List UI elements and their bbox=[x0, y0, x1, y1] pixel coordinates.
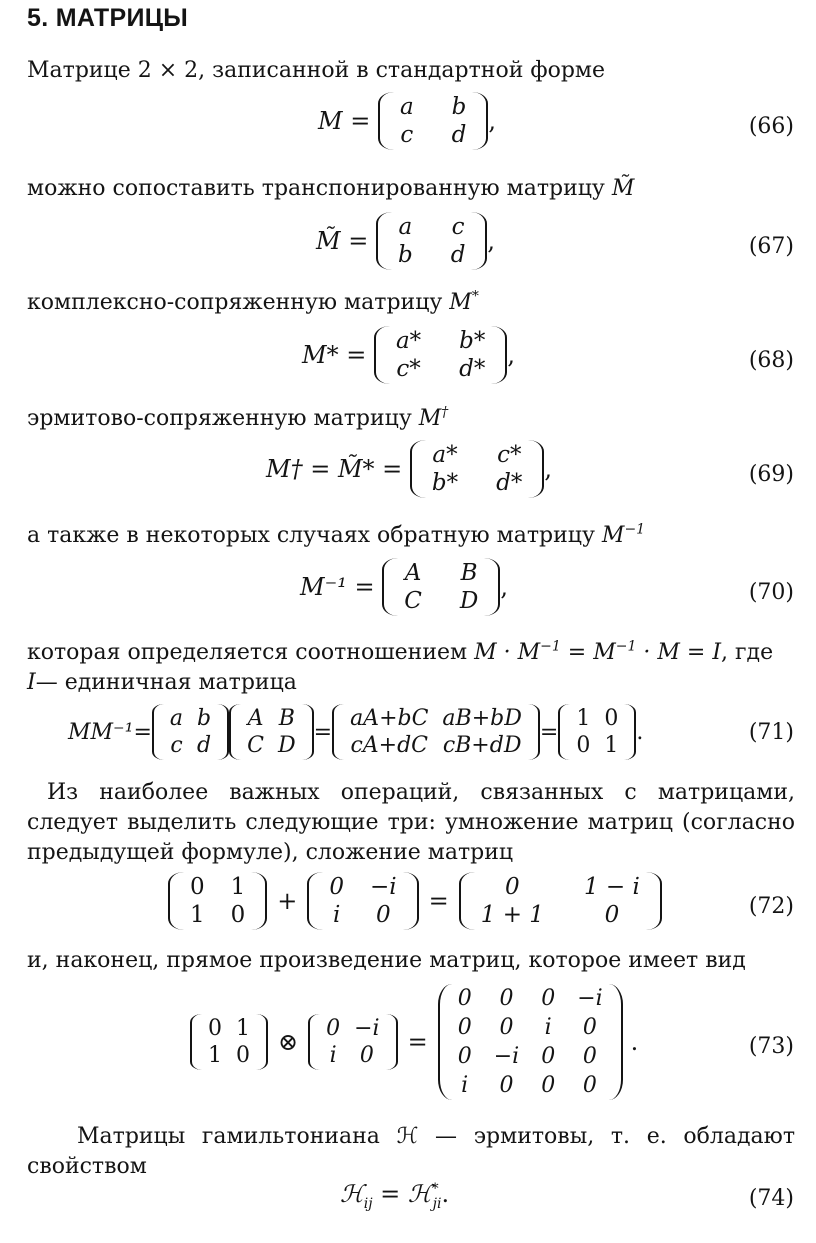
eq69-lhs: M† = M̃* = bbox=[266, 455, 403, 483]
eq68-tail: , bbox=[507, 341, 516, 369]
equation-number-66: (66) bbox=[748, 114, 794, 139]
cell: 1 + 1 bbox=[480, 902, 544, 928]
equation-number-71: (71) bbox=[748, 720, 794, 745]
eq66-tail: , bbox=[488, 107, 497, 135]
eq70-matrix bbox=[382, 558, 500, 616]
equation-68 bbox=[302, 326, 515, 384]
cell: c bbox=[451, 214, 465, 240]
paragraph-4-text: эрмитово-сопряженную матрицу bbox=[27, 406, 412, 431]
cell: d bbox=[451, 122, 467, 148]
cell: c* bbox=[396, 356, 421, 382]
cell: B bbox=[278, 706, 295, 731]
eq70-tail: , bbox=[500, 573, 508, 601]
eq71-lhs: MM⁻¹= bbox=[68, 719, 152, 745]
equation-70 bbox=[300, 558, 508, 616]
eq66-matrix bbox=[378, 92, 488, 150]
cell: 1 bbox=[236, 1016, 250, 1041]
eq68-lhs: M* = bbox=[302, 341, 367, 369]
cell: d bbox=[197, 733, 212, 758]
cell: i bbox=[544, 1015, 552, 1040]
cell: 0 bbox=[376, 902, 391, 928]
paragraph-5-text: а также в некоторых случаях обратную матрицу bbox=[27, 523, 595, 548]
cell: 1 bbox=[604, 733, 619, 758]
paragraph-3-text: комплексно-сопряженную матрицу bbox=[27, 290, 443, 315]
eq72-matrix-1 bbox=[168, 872, 267, 930]
eq73-matrix-3 bbox=[438, 984, 623, 1100]
eq69-tail: , bbox=[544, 455, 553, 483]
eq71-matrix-3 bbox=[332, 704, 540, 760]
paragraph-3: комплексно-сопряженную матрицу M* bbox=[27, 288, 479, 315]
cell: 0 bbox=[499, 986, 514, 1011]
eq73-matrix-1 bbox=[190, 1014, 268, 1070]
cell: C bbox=[247, 733, 264, 758]
cell: 1 bbox=[208, 1043, 222, 1068]
cell: 0 bbox=[208, 1016, 222, 1041]
cell: cA+dC bbox=[350, 733, 429, 758]
equation-69 bbox=[266, 440, 552, 498]
equation-73: 0 1 1 0 ⊗ 0 −i i 0 = 0 0 0 −i 0 0 i 0 0 −i 0 0 i 0 0 0 . bbox=[190, 984, 638, 1100]
eq72-matrix-2 bbox=[307, 872, 418, 930]
cell: −i bbox=[577, 986, 603, 1011]
cell: 0 bbox=[582, 1073, 597, 1098]
eq71-matrix-4 bbox=[558, 704, 636, 760]
cell: D bbox=[277, 733, 296, 758]
cell: D bbox=[459, 588, 479, 614]
cell: 0 bbox=[499, 1073, 514, 1098]
eq73-matrix-2 bbox=[308, 1014, 397, 1070]
cell: i bbox=[329, 1043, 337, 1068]
cell: c* bbox=[497, 442, 522, 468]
cell: 0 bbox=[457, 986, 472, 1011]
paragraph-9: Матрицы гамильтониана ℋ — эрмитовы, т. е. обладают свойством bbox=[27, 1124, 795, 1179]
eq72-matrix-3 bbox=[459, 872, 662, 930]
cell: 0 bbox=[457, 1015, 472, 1040]
cell: 0 bbox=[326, 1016, 341, 1041]
cell: 0 bbox=[230, 902, 246, 928]
cell: a bbox=[169, 706, 184, 731]
cell: 0 bbox=[604, 706, 619, 731]
equation-number-72: (72) bbox=[748, 894, 794, 919]
cell: B bbox=[460, 560, 478, 586]
cell: A bbox=[404, 560, 422, 586]
cell: b bbox=[197, 706, 212, 731]
cell: a bbox=[398, 214, 413, 240]
cell: i bbox=[461, 1073, 469, 1098]
cell: aA+bC bbox=[350, 706, 429, 731]
paragraph-6: которая определяется соотношением $M \cdot M^{-1} = M^{-1} \cdot M = I$, где I— единичная матрица bbox=[27, 638, 774, 695]
eq71-matrix-1 bbox=[152, 704, 229, 760]
equation-67 bbox=[316, 212, 495, 270]
cell: C bbox=[404, 588, 422, 614]
cell: aB+bD bbox=[442, 706, 522, 731]
cell: b bbox=[397, 242, 413, 268]
equation-number-68: (68) bbox=[748, 348, 794, 373]
equation-number-69: (69) bbox=[748, 462, 794, 487]
cell: 1 bbox=[576, 706, 591, 731]
cell: d* bbox=[459, 356, 486, 382]
equation-number-67: (67) bbox=[748, 234, 794, 259]
paragraph-5: а также в некоторых случаях обратную матрицу $M^{-1}$ bbox=[27, 521, 646, 548]
cell: cB+dD bbox=[442, 733, 522, 758]
eq66-lhs: M = bbox=[318, 107, 371, 135]
eq67-lhs: M̃ = bbox=[316, 227, 369, 255]
cell: A bbox=[247, 706, 264, 731]
cell: 0 bbox=[505, 874, 520, 900]
equation-74: ℋ$_{ij}$ = ℋ*$_{ji}$ . bbox=[340, 1180, 450, 1212]
equation-number-74: (74) bbox=[748, 1186, 794, 1211]
cell: 0 bbox=[582, 1044, 597, 1069]
equation-number-70: (70) bbox=[748, 580, 794, 605]
cell: 0 bbox=[582, 1015, 597, 1040]
paragraph-1 bbox=[27, 56, 605, 86]
cell: 0 bbox=[604, 902, 620, 928]
eq73-tail: . bbox=[630, 1028, 639, 1056]
cell: 1 bbox=[190, 902, 205, 928]
paragraph-7: Из наиболее важных операций, связанных с матрицами, следует выделить следующие три: умножение матриц (согласно предыдущей формуле), сложение матриц bbox=[27, 780, 795, 865]
cell: 0 bbox=[541, 1073, 556, 1098]
cell: d* bbox=[496, 470, 523, 496]
cell: 0 bbox=[329, 874, 345, 900]
eq69-matrix bbox=[410, 440, 544, 498]
cell: 1 bbox=[230, 874, 246, 900]
paragraph-1-text: Матрице 2 × 2, записанной в стандартной форме bbox=[27, 58, 606, 83]
cell: 0 bbox=[499, 1015, 514, 1040]
eq71-tail: . bbox=[636, 719, 644, 745]
eq70-lhs: M⁻¹ = bbox=[300, 573, 375, 601]
paragraph-6-text-c: — единичная матрица bbox=[35, 670, 297, 695]
paragraph-6-text-b: где bbox=[735, 640, 774, 665]
cell: a bbox=[399, 94, 414, 120]
cell: d bbox=[450, 242, 466, 268]
cell: −i bbox=[370, 874, 397, 900]
cell: i bbox=[333, 902, 341, 928]
equation-71: MM⁻¹= a b c d A B C D = aA+bC aB+bD cA+dC cB+dD = 1 0 0 1 . bbox=[68, 706, 644, 758]
section-heading: 5. МАТРИЦЫ bbox=[27, 4, 189, 32]
equation-66 bbox=[318, 92, 496, 150]
cell: −i bbox=[354, 1016, 380, 1041]
equation-72: 0 1 1 0 + 0 −i i 0 = 0 1 − i 1 + 1 0 bbox=[168, 872, 662, 930]
eq67-tail: , bbox=[487, 227, 496, 255]
cell: −i bbox=[493, 1044, 520, 1069]
paragraph-2: можно сопоставить транспонированную матрицу M̃ bbox=[27, 176, 635, 201]
paragraph-2-text: можно сопоставить транспонированную матрицу bbox=[27, 176, 605, 201]
eq71-matrix-2 bbox=[229, 704, 313, 760]
cell: b* bbox=[459, 328, 486, 354]
paragraph-8: и, наконец, прямое произведение матриц, которое имеет вид bbox=[27, 948, 746, 973]
cell: 0 bbox=[576, 733, 591, 758]
cell: b bbox=[451, 94, 467, 120]
equation-number-73: (73) bbox=[748, 1034, 794, 1059]
cell: c bbox=[170, 733, 183, 758]
cell: b* bbox=[431, 470, 459, 496]
cell: 0 bbox=[236, 1043, 250, 1068]
cell: 0 bbox=[541, 986, 556, 1011]
eq74-tail: . bbox=[441, 1180, 450, 1208]
eq68-matrix bbox=[374, 326, 507, 384]
cell: 0 bbox=[359, 1043, 374, 1068]
cell: 0 bbox=[190, 874, 205, 900]
cell: c bbox=[400, 122, 414, 148]
cell: 1 − i bbox=[583, 874, 640, 900]
cell: 0 bbox=[457, 1044, 472, 1069]
cell: a* bbox=[395, 328, 422, 354]
cell: 0 bbox=[541, 1044, 556, 1069]
paragraph-6-text-a: которая определяется соотношением bbox=[27, 640, 468, 665]
paragraph-4: эрмитово-сопряженную матрицу M† bbox=[27, 404, 449, 431]
eq67-matrix bbox=[376, 212, 487, 270]
cell: a* bbox=[432, 442, 458, 468]
